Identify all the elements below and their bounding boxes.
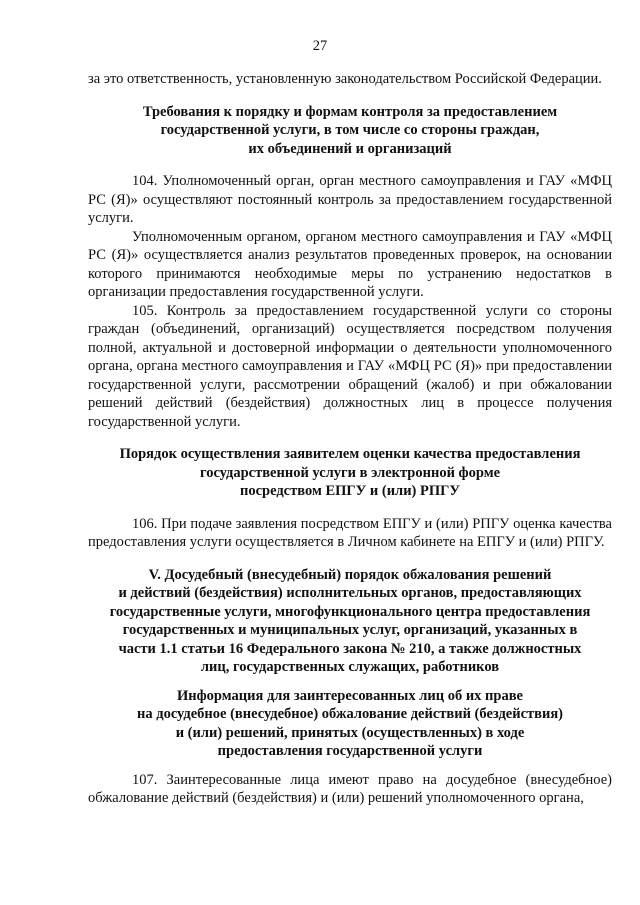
heading-line: лиц, государственных служащих, работников <box>200 659 500 675</box>
heading-line: Информация для заинтересованных лиц об их праве <box>177 687 523 704</box>
paragraph-104-continued: Уполномоченным органом, органом местного самоуправления и ГАУ «МФЦ РС (Я)» осуществляется анализ результатов проведенных проверок, на основании которого принимаются необходимые меры по устранению недостатков в организации предоставления государственной услуги. <box>88 228 612 300</box>
paragraph-105: 105. Контроль за предоставлением государственной услуги со стороны граждан (объединений, организаций) осуществляется посредством получения полной, актуальной и достоверной информации о деятельности уполномоченного органа, органа местного самоуправления и ГАУ «МФЦ РС (Я)» при предоставлении государственной услуги, рассмотрении обращений (жалоб) и при обжаловании решений действий (бездействия) должностных лиц в процессе получения государственной услуги. <box>88 302 612 430</box>
intro-paragraph: за это ответственность, установленную законодательством Российской Федерации. <box>88 71 602 87</box>
paragraph-106: 106. При подаче заявления посредством ЕПГУ и (или) РПГУ оценка качества предоставления услуги осуществляется в Личном кабинете на ЕПГУ и (или) РПГУ. <box>88 515 612 550</box>
heading-line: государственных и муниципальных услуг, организаций, указанных в <box>122 622 578 638</box>
heading-line: и (или) решений, принятых (осуществленных) в ходе <box>175 724 525 741</box>
heading-line: части 1.1 статьи 16 Федерального закона № 210, а также должностных <box>118 640 582 657</box>
heading-line: их объединений и организаций <box>248 140 452 157</box>
paragraph-104: 104. Уполномоченный орган, орган местного самоуправления и ГАУ «МФЦ РС (Я)» осуществляют постоянный контроль за предоставлением государственной услуги. <box>88 173 612 226</box>
heading-line: посредством ЕПГУ и (или) РПГУ <box>240 483 460 499</box>
paragraph-107: 107. Заинтересованные лица имеют право на досудебное (внесудебное) обжалование действий (бездействия) и (или) решений уполномоченного органа, <box>88 771 612 806</box>
heading-line: Порядок осуществления заявителем оценки качества предоставления <box>119 446 581 462</box>
page-number: 27 <box>312 38 328 54</box>
heading-line: государственные услуги, многофункционального центра предоставления <box>109 603 591 620</box>
heading-line: Требования к порядку и формам контроля за предоставлением <box>142 103 558 120</box>
chapter-heading-appeal <box>88 566 612 677</box>
heading-line: государственной услуги в электронной форме <box>199 464 501 481</box>
section-heading-control <box>88 103 612 159</box>
heading-line: V. Досудебный (внесудебный) порядок обжалования решений <box>148 566 552 583</box>
section-heading-appeal-info <box>88 687 612 761</box>
heading-line: и действий (бездействия) исполнительных органов, предоставляющих <box>118 585 582 601</box>
heading-line: государственной услуги, в том числе со стороны граждан, <box>160 122 540 138</box>
document-body <box>88 70 612 808</box>
heading-line: на досудебное (внесудебное) обжалование действий (бездействия) <box>137 706 563 722</box>
section-heading-quality-assessment <box>88 445 612 501</box>
heading-line: предоставления государственной услуги <box>217 743 483 759</box>
